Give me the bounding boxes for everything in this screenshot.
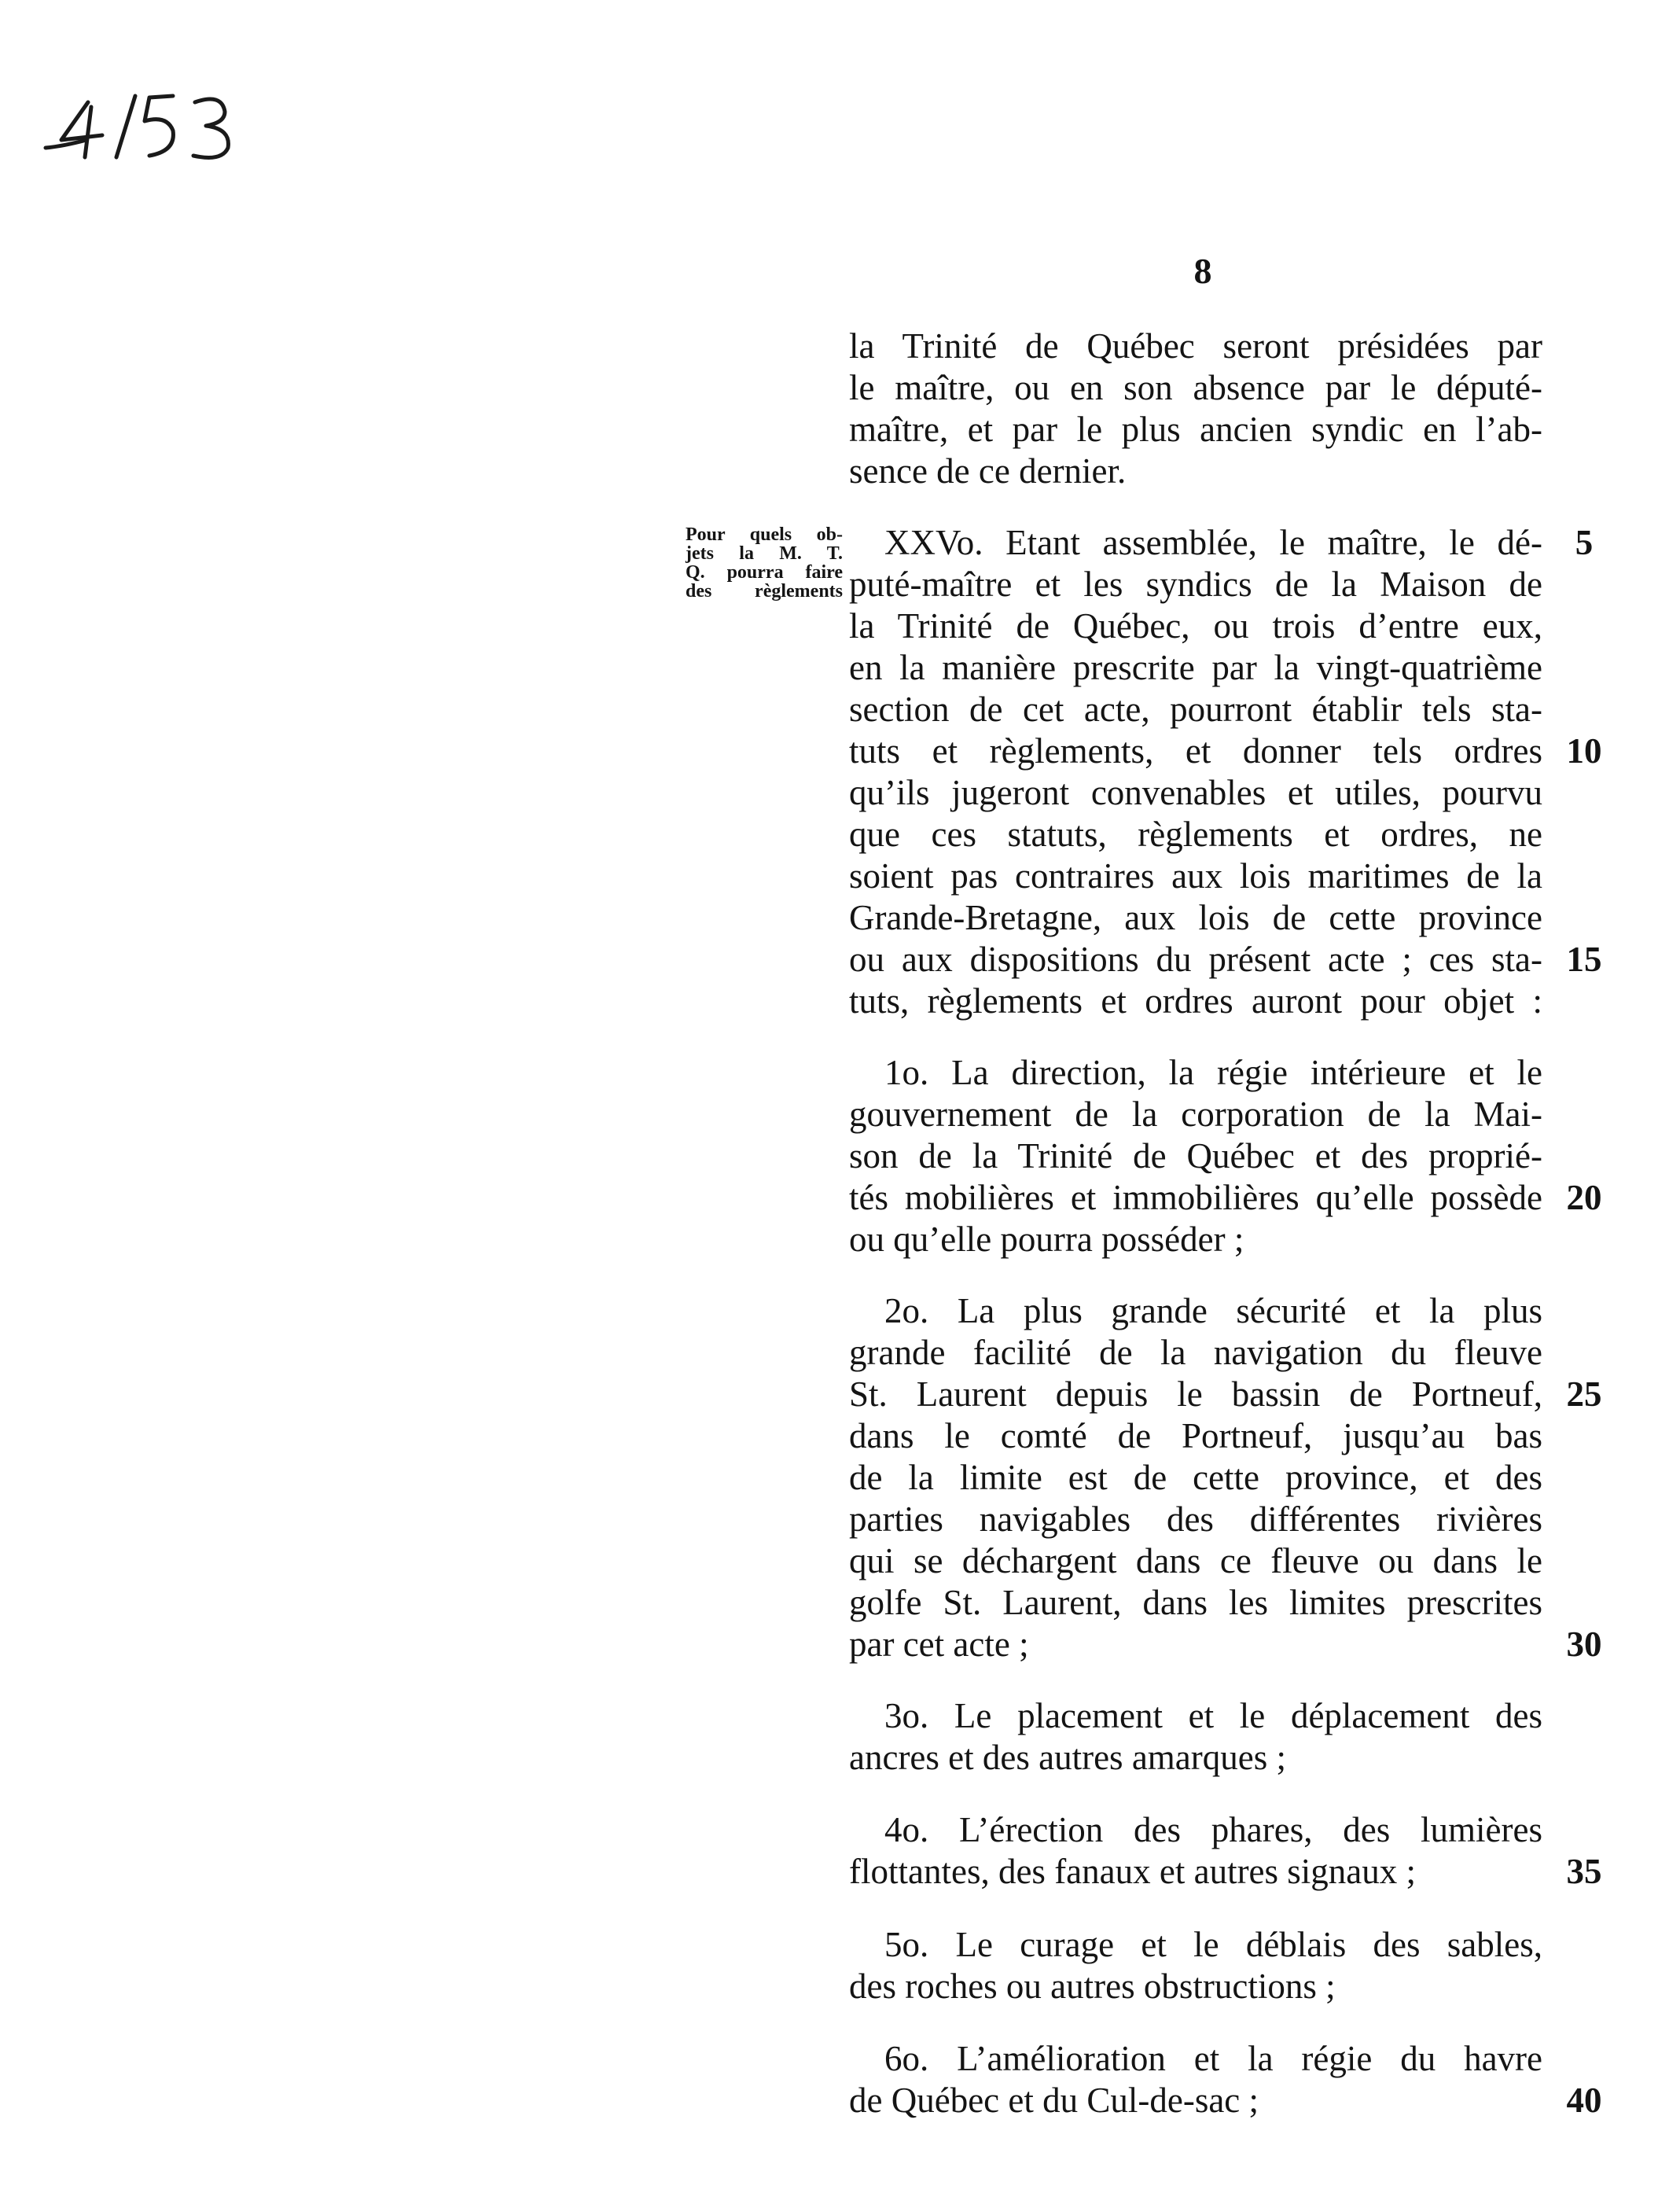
text-line: de la limite est de cette province, et des bbox=[849, 1458, 1542, 1497]
text-line: 6o. L’amélioration et la régie du havre bbox=[884, 2039, 1542, 2078]
text-line: gouvernement de la corporation de la Mai- bbox=[849, 1095, 1542, 1134]
text-line: tés mobilières et immobilières qu’elle possède bbox=[849, 1178, 1542, 1217]
text-line: soient pas contraires aux lois maritimes de la bbox=[849, 856, 1542, 896]
text-line: tuts et règlements, et donner tels ordres bbox=[849, 731, 1542, 771]
text-line: la Trinité de Québec, ou trois d’entre eux, bbox=[849, 606, 1542, 646]
text-line: ou qu’elle pourra posséder ; bbox=[849, 1220, 1244, 1259]
text-line: 2o. La plus grande sécurité et la plus bbox=[884, 1291, 1542, 1330]
text-line: sence de ce dernier. bbox=[849, 451, 1127, 491]
text-line: 5o. Le curage et le déblais des sables, bbox=[884, 1925, 1542, 1964]
text-line: Grande-Bretagne, aux lois de cette province bbox=[849, 898, 1542, 937]
text-line: puté-maître et les syndics de la Maison de bbox=[849, 565, 1542, 604]
text-line: qui se déchargent dans ce fleuve ou dans le bbox=[849, 1541, 1542, 1580]
line-number: 20 bbox=[1566, 1178, 1602, 1217]
line-number: 15 bbox=[1566, 940, 1602, 979]
text-line: ancres et des autres amarques ; bbox=[849, 1738, 1286, 1777]
text-line: le maître, ou en son absence par le député- bbox=[849, 368, 1542, 407]
text-line: en la manière prescrite par la vingt-quatrième bbox=[849, 648, 1542, 687]
margin-note-line: jets la M. T. bbox=[686, 543, 843, 564]
margin-note-line: des règlements bbox=[686, 581, 843, 602]
text-line: que ces statuts, règlements et ordres, ne bbox=[849, 815, 1542, 854]
text-line: section de cet acte, pourront établir tels sta- bbox=[849, 690, 1542, 729]
text-line: la Trinité de Québec seront présidées par bbox=[849, 326, 1542, 366]
line-number: 30 bbox=[1566, 1625, 1602, 1664]
text-line: tuts, règlements et ordres auront pour objet : bbox=[849, 981, 1542, 1021]
text-line: golfe St. Laurent, dans les limites prescrites bbox=[849, 1583, 1542, 1622]
line-number: 25 bbox=[1566, 1374, 1602, 1414]
text-line: XXVo. Etant assemblée, le maître, le dé- bbox=[884, 523, 1542, 562]
margin-note-line: Pour quels ob- bbox=[686, 524, 843, 545]
line-number: 40 bbox=[1566, 2081, 1602, 2120]
text-line: grande facilité de la navigation du fleuve bbox=[849, 1333, 1542, 1372]
margin-note-line: Q. pourra faire bbox=[686, 562, 843, 583]
text-line: 3o. Le placement et le déplacement des bbox=[884, 1696, 1542, 1735]
text-line: par cet acte ; bbox=[849, 1625, 1029, 1664]
text-line: son de la Trinité de Québec et des proprié- bbox=[849, 1136, 1542, 1176]
line-number: 10 bbox=[1566, 731, 1602, 771]
text-line: ou aux dispositions du présent acte ; ces sta- bbox=[849, 940, 1542, 979]
page-number: 8 bbox=[1193, 251, 1212, 291]
line-number: 35 bbox=[1566, 1852, 1602, 1891]
line-number: 5 bbox=[1575, 523, 1594, 562]
text-line: parties navigables des différentes rivières bbox=[849, 1499, 1542, 1539]
text-line: flottantes, des fanaux et autres signaux ; bbox=[849, 1852, 1417, 1891]
text-line: St. Laurent depuis le bassin de Portneuf, bbox=[849, 1374, 1542, 1414]
text-line: de Québec et du Cul-de-sac ; bbox=[849, 2081, 1259, 2120]
text-line: des roches ou autres obstructions ; bbox=[849, 1967, 1336, 2006]
handwritten-archive-number bbox=[39, 79, 244, 165]
text-line: 1o. La direction, la régie intérieure et le bbox=[884, 1053, 1542, 1092]
text-line: dans le comté de Portneuf, jusqu’au bas bbox=[849, 1416, 1542, 1455]
text-line: 4o. L’érection des phares, des lumières bbox=[884, 1810, 1542, 1849]
text-line: maître, et par le plus ancien syndic en l’ab- bbox=[849, 410, 1542, 449]
text-line: qu’ils jugeront convenables et utiles, pourvu bbox=[849, 773, 1542, 812]
